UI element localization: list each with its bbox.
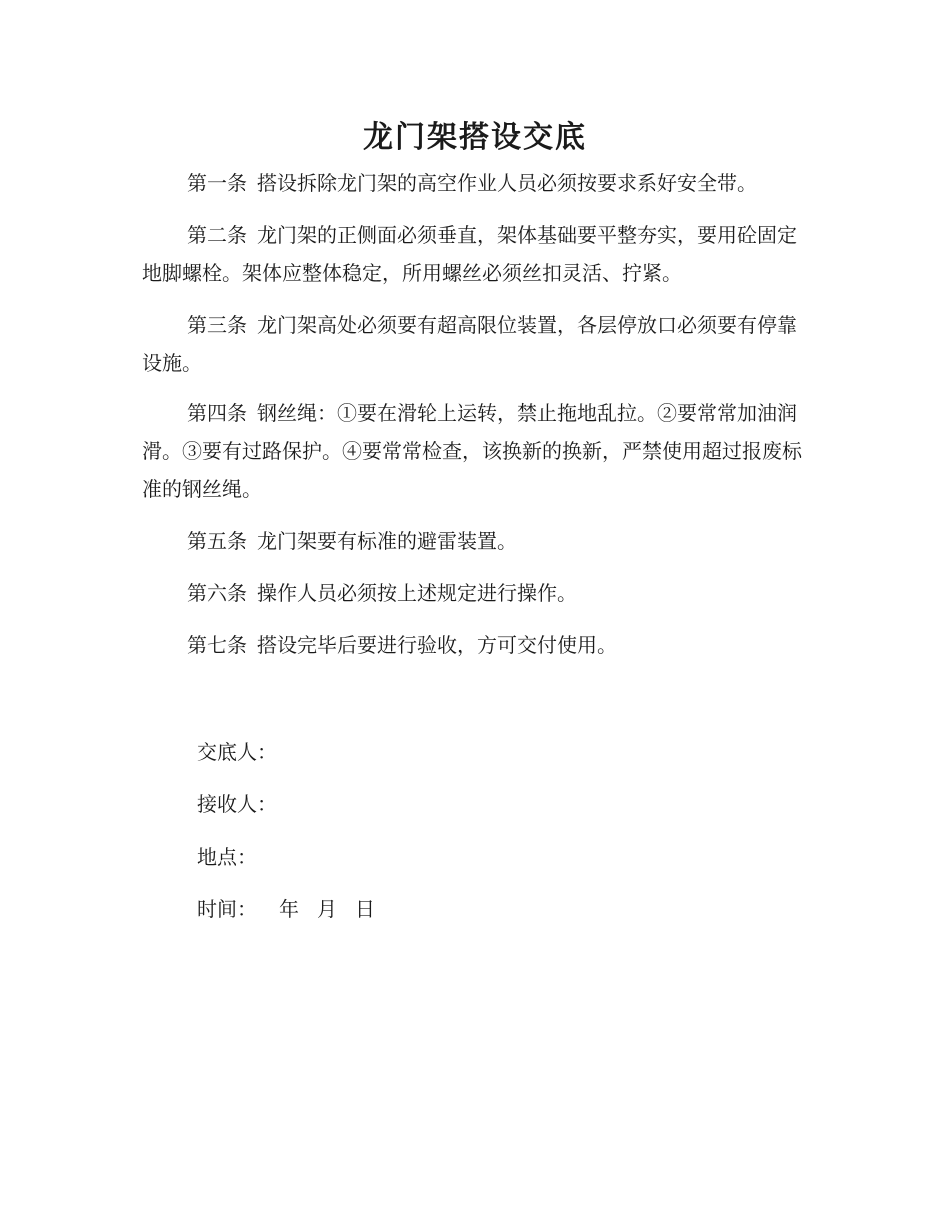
- article-text: 龙门架要有标准的避雷装置。: [257, 529, 517, 553]
- article-number: 第二条: [187, 223, 247, 247]
- document-title: 龙门架搭设交底: [363, 120, 587, 155]
- year-label: 年: [279, 897, 299, 921]
- article-number: 第一条: [187, 171, 247, 195]
- location-label: 地点：: [197, 845, 257, 869]
- article-number: 第四条: [187, 401, 247, 425]
- time-label: 时间：: [197, 897, 257, 921]
- article-text: 搭设拆除龙门架的高空作业人员必须按要求系好安全带。: [257, 171, 757, 195]
- day-label: 日: [355, 897, 375, 921]
- article-6: [142, 574, 807, 612]
- article-text: 龙门架的正侧面必须垂直，架体基础要平整夯实，要用砼固定地脚螺栓。架体应整体稳定，所用螺丝必须丝扣灵活、拧紧。: [142, 223, 797, 285]
- article-1: [142, 164, 807, 202]
- receiver-label: 接收人：: [197, 792, 277, 816]
- article-number: 第七条: [187, 633, 247, 657]
- article-text: 操作人员必须按上述规定进行操作。: [257, 581, 577, 605]
- month-label: 月: [317, 897, 337, 921]
- article-5: [142, 522, 807, 560]
- article-4: [142, 394, 807, 508]
- article-number: 第六条: [187, 581, 247, 605]
- article-text: 龙门架高处必须要有超高限位装置，各层停放口必须要有停靠设施。: [142, 313, 797, 375]
- article-text: 钢丝绳：①要在滑轮上运转，禁止拖地乱拉。②要常常加油润滑。③要有过路保护。④要常常检查，该换新的换新，严禁使用超过报废标准的钢丝绳。: [142, 401, 802, 501]
- article-number: 第三条: [187, 313, 247, 337]
- time-line: [197, 894, 375, 924]
- article-3: [142, 306, 807, 382]
- article-number: 第五条: [187, 529, 247, 553]
- article-text: 搭设完毕后要进行验收，方可交付使用。: [257, 633, 617, 657]
- article-2: [142, 216, 807, 292]
- article-7: [142, 626, 807, 664]
- issuer-label: 交底人：: [197, 740, 277, 764]
